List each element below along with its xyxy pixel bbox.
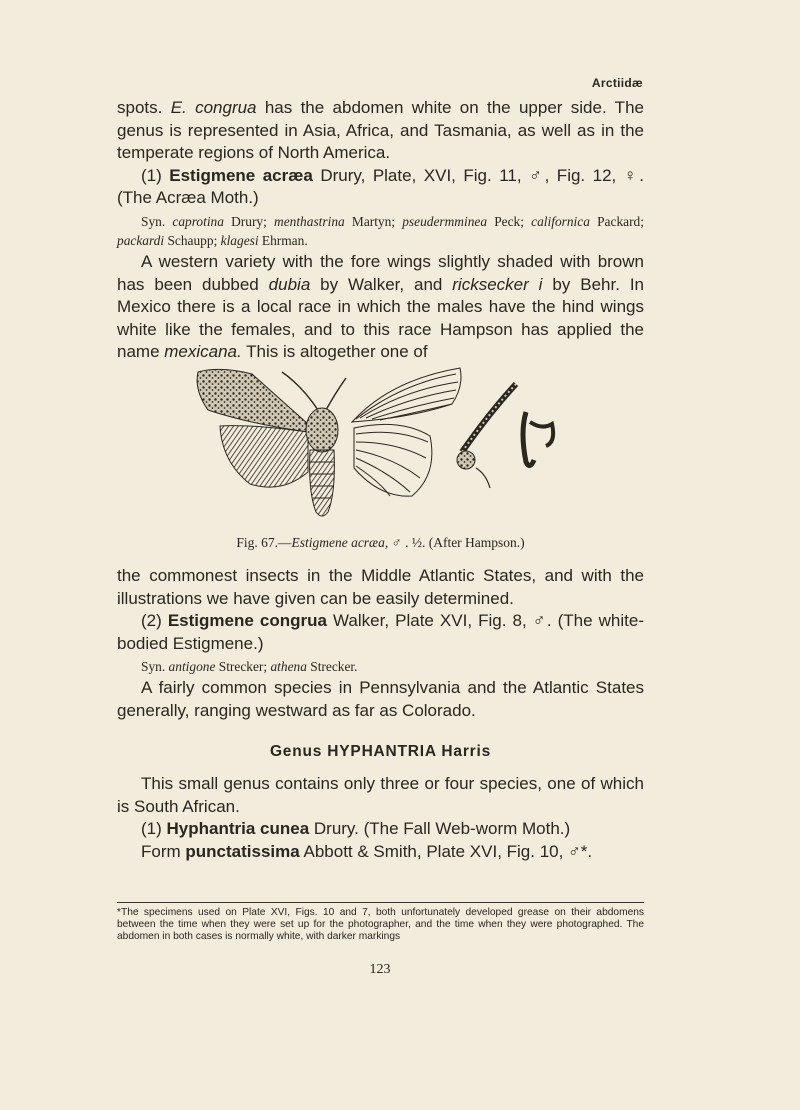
running-head: Arctiidæ bbox=[591, 76, 643, 90]
paragraph-genus-description: This small genus contains only three or four species, one of which is South African. bbox=[117, 774, 644, 816]
species-heading: Estigmene congrua bbox=[167, 611, 327, 631]
species-entry-cunea: (1) Hyphantria cunea Drury. (The Fall Web-worm Moth.) bbox=[141, 819, 571, 839]
species-heading: Hyphantria cunea bbox=[166, 819, 310, 839]
footnote-divider bbox=[117, 902, 644, 903]
right-antenna bbox=[326, 378, 346, 410]
venation-fore-wing bbox=[352, 368, 461, 422]
synonymy-acraea: Syn. caprotina Drury; menthastrina Martyn; pseudermminea Peck; californica Packard; packardi Schaupp; klagesi Ehrman. bbox=[117, 213, 644, 248]
footnote: *The specimens used on Plate XVI, Figs. 10 and 7, both unfortunately developed grease on their abdomens between the time when they were set up for the photographer, and the time when they were photographed. The abdomen in both cases is normally white, with darker markings bbox=[117, 907, 644, 942]
species-entry-acraea: (1) Estigmene acræa Drury, Plate, XVI, Fig. 11, ♂, Fig. 12, ♀. (The Acræa Moth.) bbox=[117, 165, 644, 208]
page-number: 123 bbox=[369, 962, 391, 977]
species-entry-congrua: (2) Estigmene congrua Walker, Plate XVI, Fig. 8, ♂. (The white-bodied Estigmene.) bbox=[117, 611, 645, 653]
species-name: E. congrua bbox=[170, 98, 257, 117]
text-block-bottom bbox=[117, 565, 644, 864]
species-heading: Estigmene acræa bbox=[169, 165, 313, 185]
left-antenna bbox=[282, 372, 318, 410]
genus-heading: Genus HYPHANTRIA Harris bbox=[269, 742, 492, 760]
figure-caption: Fig. 67.—Estigmene acræa, ♂ . ½. (After Hampson.) bbox=[236, 535, 525, 550]
text-block-top bbox=[117, 97, 644, 364]
synonymy-congrua: Syn. antigone Strecker; athena Strecker. bbox=[141, 659, 358, 675]
moth-figure bbox=[190, 362, 580, 527]
venation-hind-wing bbox=[354, 424, 432, 496]
moth-illustration bbox=[190, 362, 580, 527]
paragraph-genus-intro: spots. E. congrua has the abdomen white on the upper side. The genus is represented in Asia, Africa, and Tasmania, as well as in the temperate regions of North America. bbox=[117, 98, 644, 163]
paragraph-varieties: A western variety with the fore wings slightly shaded with brown has been dubbed dubia by Walker, and ricksecker i by Behr. In Mexico there is a local race in which the males have the hind wings white like the females, and to this race Hampson has applied the name mexicana. This is altogether one of bbox=[117, 251, 645, 362]
abdomen bbox=[310, 450, 335, 516]
paragraph-range: A fairly common species in Pennsylvania and the Atlantic States generally, ranging westward as far as Colorado. bbox=[117, 678, 644, 720]
thorax bbox=[306, 408, 338, 452]
left-hind-wing bbox=[220, 426, 308, 488]
leg-detail bbox=[457, 384, 553, 488]
form-entry-punctatissima: Form punctatissima Abbott & Smith, Plate XVI, Fig. 10, ♂*. bbox=[141, 841, 593, 861]
paragraph-common-insects: the commonest insects in the Middle Atlantic States, and with the illustrations we have given can be easily determined. bbox=[117, 566, 644, 608]
form-heading: punctatissima bbox=[185, 841, 300, 861]
